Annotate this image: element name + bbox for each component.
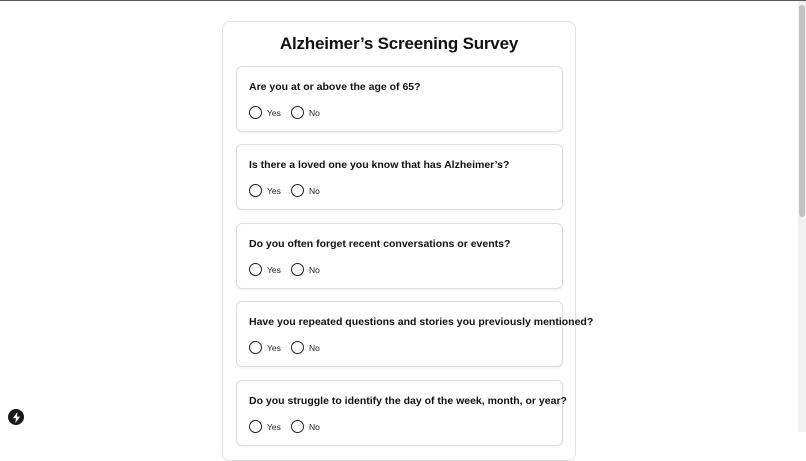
- radio-button[interactable]: [249, 106, 262, 119]
- floating-action-button[interactable]: [8, 409, 24, 425]
- answer-no-label: No: [309, 342, 320, 353]
- question-card: [236, 144, 563, 210]
- question-card: [236, 223, 563, 289]
- answer-yes-option[interactable]: [249, 420, 281, 433]
- radio-button[interactable]: [291, 106, 304, 119]
- answer-yes-label: Yes: [267, 107, 281, 118]
- question-text: Do you struggle to identify the day of the week, month, or year?: [249, 395, 567, 407]
- answer-yes-option[interactable]: [249, 341, 281, 354]
- window-top-border: [0, 0, 806, 1]
- answer-yes-label: Yes: [267, 264, 281, 275]
- question-card: [236, 380, 567, 446]
- question-card: [236, 66, 563, 132]
- answer-no-option[interactable]: [291, 420, 320, 433]
- answer-yes-label: Yes: [267, 185, 281, 196]
- answer-yes-option[interactable]: [249, 106, 281, 119]
- answer-no-option[interactable]: [291, 184, 320, 197]
- radio-button[interactable]: [249, 263, 262, 276]
- answer-yes-option[interactable]: [249, 263, 281, 276]
- radio-button[interactable]: [291, 420, 304, 433]
- answer-no-option[interactable]: [291, 341, 320, 354]
- answer-yes-label: Yes: [267, 421, 281, 432]
- answer-yes-option[interactable]: [249, 184, 281, 197]
- question-text: Have you repeated questions and stories you previously mentioned?: [249, 316, 594, 328]
- radio-button[interactable]: [291, 184, 304, 197]
- radio-button[interactable]: [249, 341, 262, 354]
- radio-button[interactable]: [291, 341, 304, 354]
- radio-button[interactable]: [291, 263, 304, 276]
- answer-no-option[interactable]: [291, 106, 320, 119]
- question-card: [236, 301, 594, 367]
- radio-button[interactable]: [249, 420, 262, 433]
- answer-no-label: No: [309, 185, 320, 196]
- vertical-scrollbar[interactable]: [798, 1, 806, 432]
- answer-no-option[interactable]: [291, 263, 320, 276]
- question-text: Do you often forget recent conversations or events?: [249, 238, 511, 250]
- lightning-icon: [12, 412, 21, 423]
- answer-no-label: No: [309, 264, 320, 275]
- question-text: Are you at or above the age of 65?: [249, 81, 421, 93]
- survey-card: [222, 21, 594, 461]
- answer-no-label: No: [309, 421, 320, 432]
- question-text: Is there a loved one you know that has Alzheimer’s?: [249, 159, 510, 171]
- radio-button[interactable]: [249, 184, 262, 197]
- survey-title: Alzheimer’s Screening Survey: [279, 34, 519, 53]
- answer-yes-label: Yes: [267, 342, 281, 353]
- answer-no-label: No: [309, 107, 320, 118]
- scrollbar-thumb[interactable]: [799, 5, 805, 217]
